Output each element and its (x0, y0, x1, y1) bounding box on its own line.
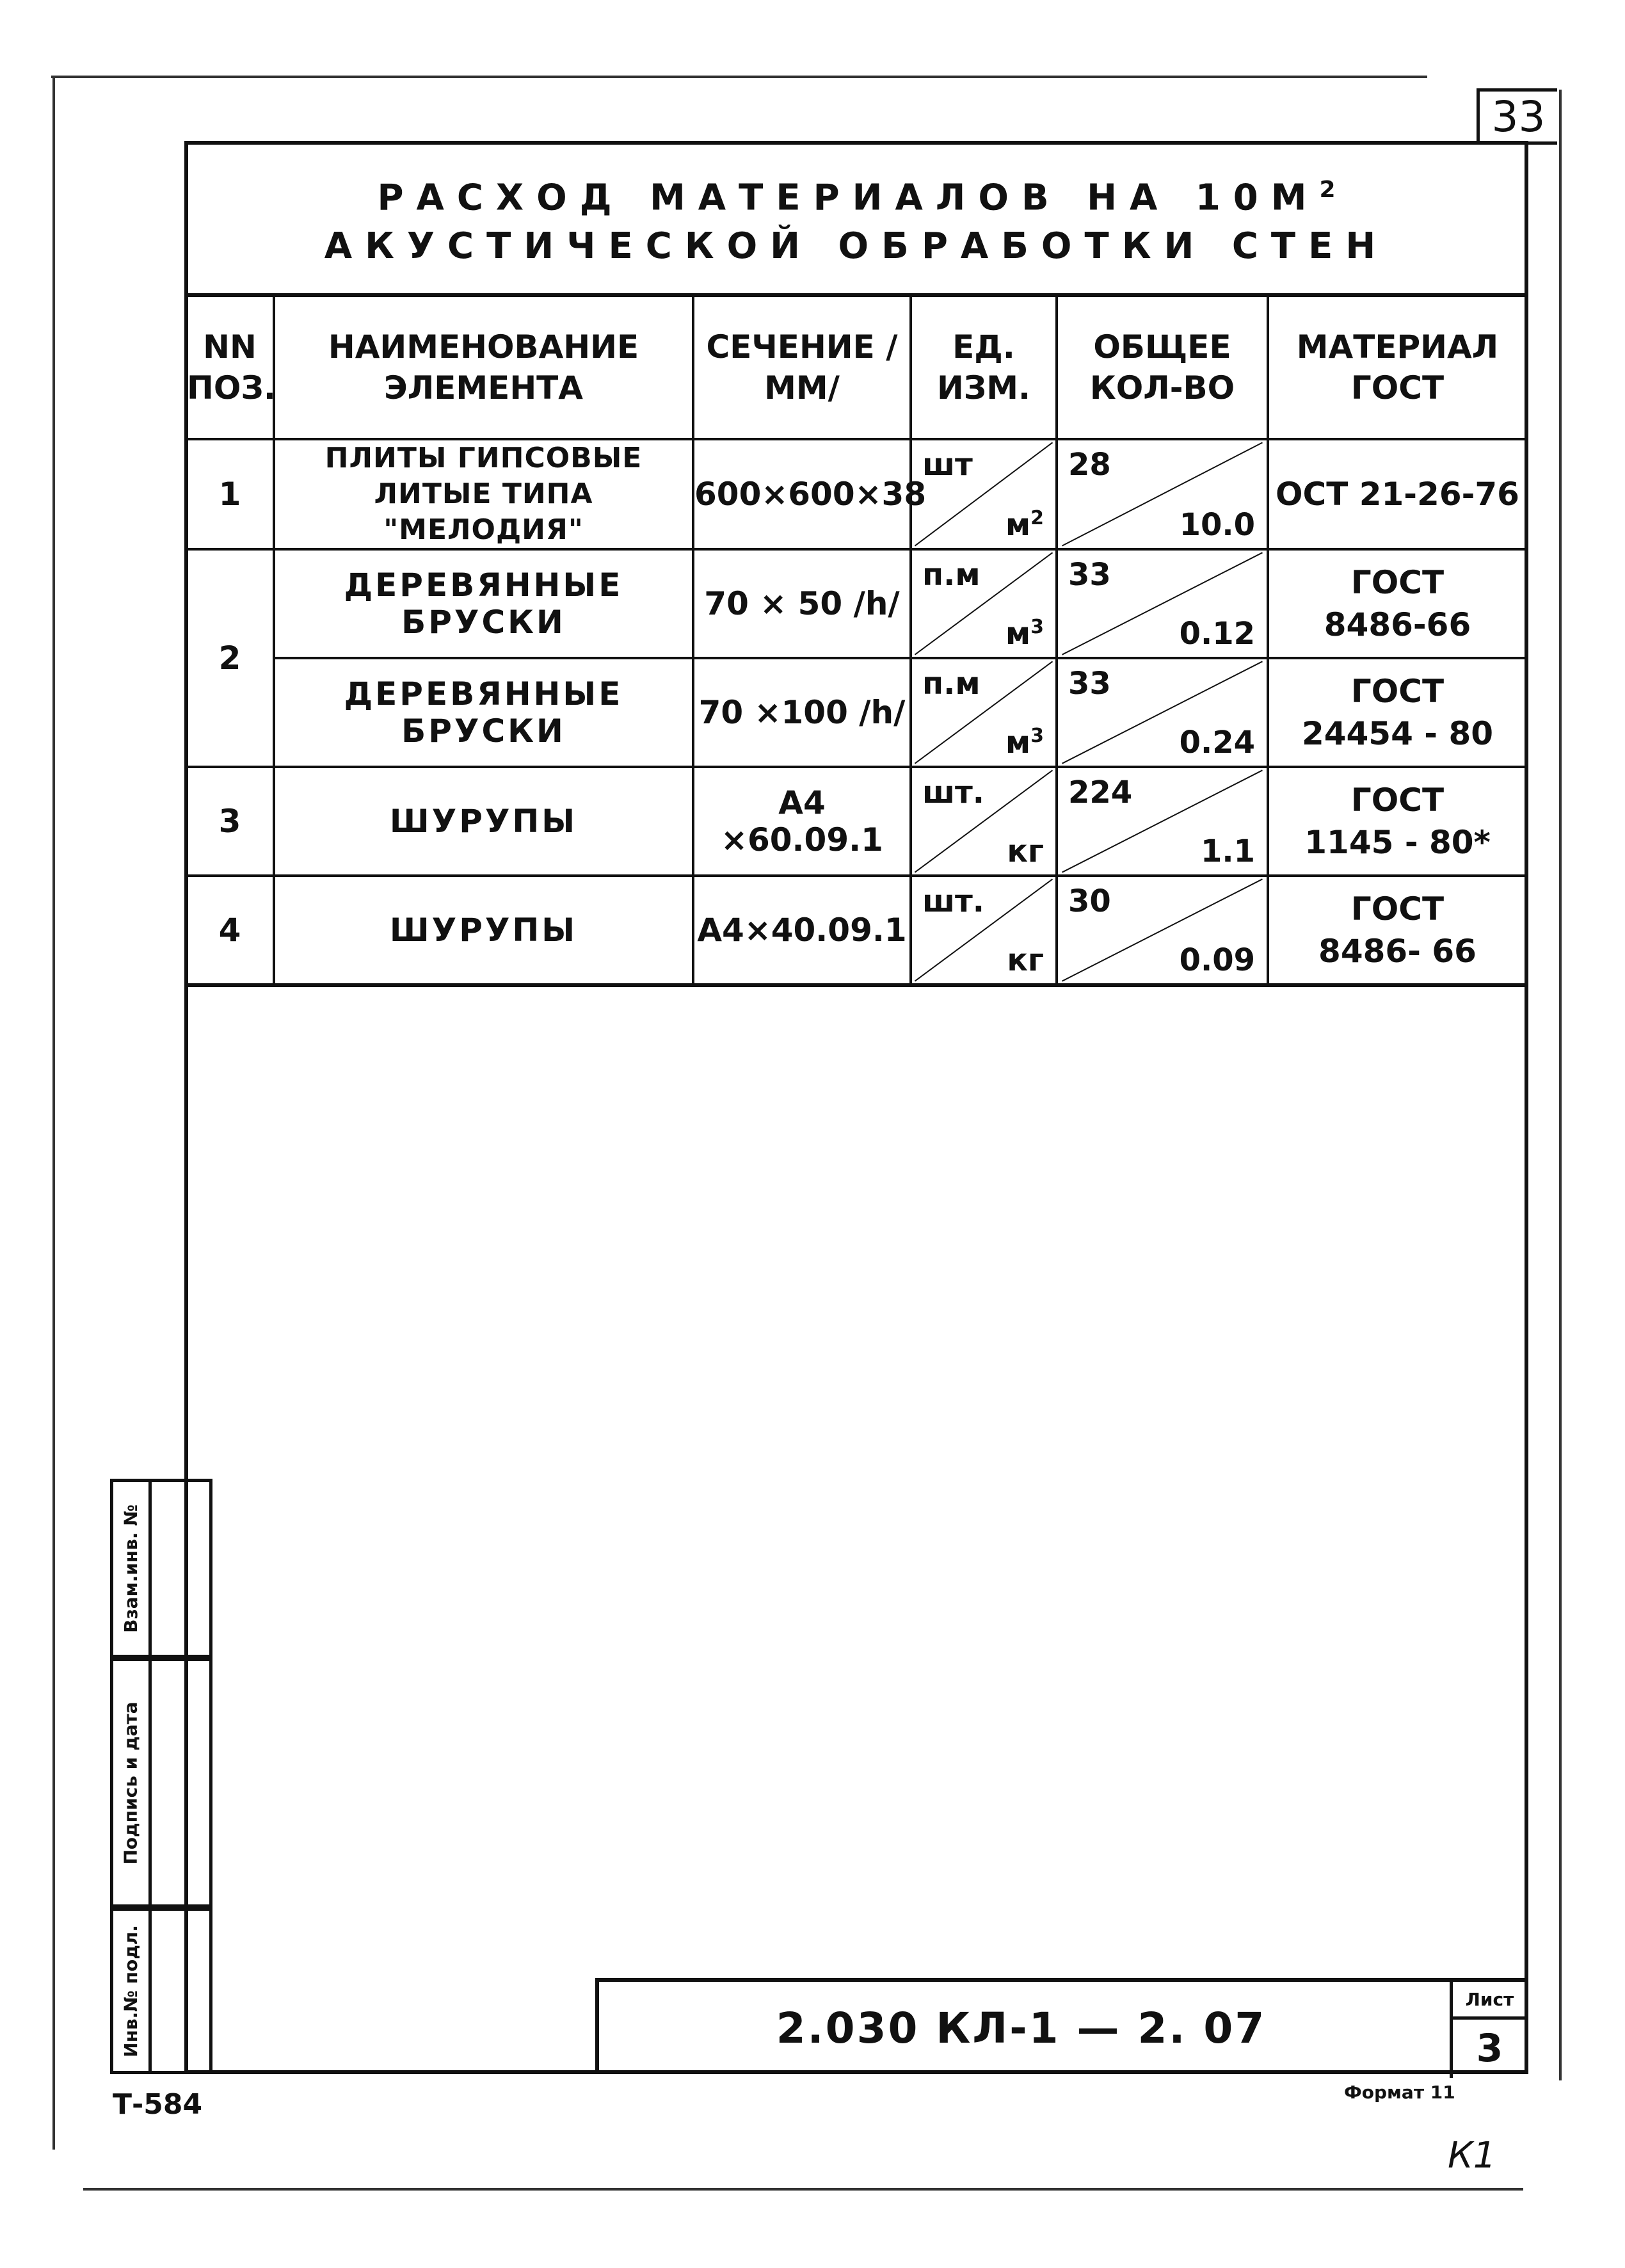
table-header-row (187, 297, 1526, 439)
row-position: 2 (187, 549, 274, 767)
table-row (187, 658, 1526, 767)
side-box-divider (148, 1482, 152, 1655)
row-unit (911, 549, 1057, 658)
quantity-top: 30 (1068, 883, 1111, 919)
sheet-number: 3 (1476, 2026, 1503, 2071)
unit-bottom (1005, 616, 1044, 652)
title-line-2: АКУСТИЧЕСКОЙ ОБРАБОТКИ СТЕН (324, 225, 1389, 268)
material-line-1: ГОСТ (1350, 564, 1445, 601)
side-label-replacement: Взам.инв. № (120, 1504, 142, 1633)
side-stamp-panel (110, 1479, 212, 2074)
row-section: 600×600×38 (693, 439, 911, 549)
row-name: ДЕРЕВЯННЫЕ БРУСКИ (274, 549, 693, 658)
row-quantity (1057, 876, 1268, 985)
quantity-bottom: 0.09 (1179, 942, 1255, 978)
page-number: 33 (1477, 88, 1557, 145)
unit-top: п.м (922, 666, 981, 702)
row-unit (911, 439, 1057, 549)
table-row (187, 549, 1526, 658)
unit-top: шт. (922, 883, 985, 919)
side-box-replacement (110, 1479, 212, 1658)
outer-border-right (1559, 90, 1562, 2080)
row-unit (911, 658, 1057, 767)
material-line-2: 1145 - 80* (1304, 824, 1491, 861)
materials-table (187, 297, 1526, 987)
material-line-2: 8486- 66 (1318, 933, 1477, 970)
row-position: 1 (187, 439, 274, 549)
quantity-bottom: 0.24 (1179, 725, 1255, 760)
unit-bottom-text: м (1005, 725, 1031, 760)
header-total: ОБЩЕЕ КОЛ-ВО (1057, 297, 1268, 439)
material-line-2: 8486-66 (1324, 606, 1471, 643)
row-section: 70 ×100 /h/ (693, 658, 911, 767)
outer-border-bottom (83, 2188, 1523, 2191)
material-line-1: ГОСТ (1350, 673, 1445, 710)
row-quantity (1057, 658, 1268, 767)
quantity-top: 33 (1068, 666, 1111, 702)
side-label-inventory: Инв.№ подл. (120, 1924, 142, 2057)
outer-border-left (52, 76, 55, 2150)
side-box-divider (148, 1911, 152, 2071)
outer-border-top (51, 76, 1427, 78)
material-line-1: ГОСТ (1350, 890, 1445, 928)
row-material (1268, 767, 1526, 876)
sheet-label: Лист (1453, 1982, 1526, 2020)
row-quantity (1057, 439, 1268, 549)
table-row (187, 767, 1526, 876)
row-material (1268, 658, 1526, 767)
unit-bottom (1007, 942, 1044, 978)
unit-bottom (1005, 725, 1044, 760)
format-label: Формат 11 (1344, 2082, 1455, 2103)
quantity-top: 33 (1068, 557, 1111, 593)
side-box-divider (148, 1661, 152, 1904)
side-label-cell (113, 1911, 148, 2071)
unit-bottom (1007, 833, 1044, 869)
unit-top: шт (922, 447, 973, 483)
title-line-1-text: РАСХОД МАТЕРИАЛОВ НА 10М (377, 177, 1320, 219)
unit-bottom-text: кг (1007, 942, 1044, 978)
row-name: ШУРУПЫ (274, 767, 693, 876)
material-line-1: ОСТ 21-26-76 (1276, 476, 1519, 513)
row-unit (911, 767, 1057, 876)
side-label-signature: Подпись и дата (120, 1701, 142, 1865)
sheet-cell (1450, 1982, 1526, 2078)
unit-bottom (1005, 507, 1044, 543)
side-label-cell (113, 1482, 148, 1655)
row-name: ПЛИТЫ ГИПСОВЫЕ ЛИТЫЕ ТИПА "МЕЛОДИЯ" (274, 439, 693, 549)
unit-bottom-text: м (1005, 616, 1031, 652)
row-quantity (1057, 767, 1268, 876)
form-code: Т-584 (113, 2088, 203, 2121)
table-row (187, 876, 1526, 985)
header-unit: ЕД. ИЗМ. (911, 297, 1057, 439)
row-unit (911, 876, 1057, 985)
header-name: НАИМЕНОВАНИЕ ЭЛЕМЕНТА (274, 297, 693, 439)
row-section: А4 ×60.09.1 (693, 767, 911, 876)
header-pos: NN ПОЗ. (187, 297, 274, 439)
material-line-1: ГОСТ (1350, 782, 1445, 819)
unit-bottom-sup: 2 (1030, 507, 1044, 529)
quantity-bottom: 10.0 (1179, 507, 1255, 543)
side-label-cell (113, 1661, 148, 1904)
handwritten-initials: К1 (1448, 2135, 1496, 2176)
title-block-stamp (595, 1978, 1526, 2074)
header-section: СЕЧЕНИЕ /ММ/ (693, 297, 911, 439)
row-name: ДЕРЕВЯННЫЕ БРУСКИ (274, 658, 693, 767)
quantity-bottom: 1.1 (1200, 833, 1255, 869)
sheet-title (187, 143, 1526, 297)
row-name: ШУРУПЫ (274, 876, 693, 985)
title-line-1 (377, 166, 1335, 223)
side-box-inventory (110, 1908, 212, 2074)
unit-top: п.м (922, 557, 981, 593)
row-material (1268, 439, 1526, 549)
table-row (187, 439, 1526, 549)
row-position: 3 (187, 767, 274, 876)
side-box-signature (110, 1658, 212, 1908)
unit-bottom-sup: 3 (1030, 725, 1044, 747)
document-code: 2.030 КЛ-1 — 2. 07 (776, 2003, 1267, 2053)
row-section: 70 × 50 /h/ (693, 549, 911, 658)
row-quantity (1057, 549, 1268, 658)
unit-bottom-text: м (1005, 507, 1031, 543)
unit-bottom-text: кг (1007, 833, 1044, 869)
row-material (1268, 549, 1526, 658)
title-superscript: 2 (1319, 176, 1336, 203)
unit-top: шт. (922, 775, 985, 810)
header-material: МАТЕРИАЛ ГОСТ (1268, 297, 1526, 439)
row-material (1268, 876, 1526, 985)
quantity-top: 224 (1068, 775, 1133, 810)
unit-bottom-sup: 3 (1030, 616, 1044, 638)
material-line-2: 24454 - 80 (1301, 715, 1494, 752)
row-position: 4 (187, 876, 274, 985)
row-section: А4×40.09.1 (693, 876, 911, 985)
quantity-top: 28 (1068, 447, 1111, 483)
quantity-bottom: 0.12 (1179, 616, 1255, 652)
